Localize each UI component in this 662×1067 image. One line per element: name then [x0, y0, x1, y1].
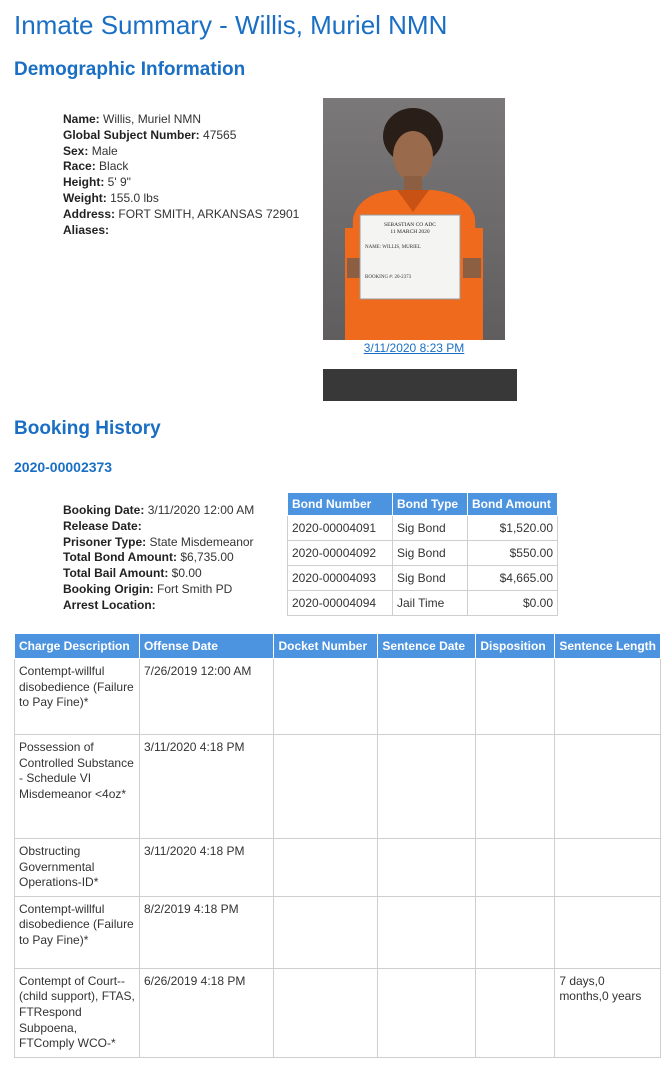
charge-row — [15, 659, 661, 735]
bond-row — [288, 541, 558, 566]
charge-disposition — [476, 896, 555, 968]
charge-sentence-date — [378, 896, 476, 968]
booking-info — [63, 503, 254, 614]
charge-docket-number — [274, 735, 378, 839]
charge-sentence-length — [555, 839, 661, 897]
demographic-info — [63, 112, 299, 238]
bond-header-number: Bond Number — [288, 493, 393, 516]
bond-amount: $4,665.00 — [468, 566, 558, 591]
redacted-bar — [323, 369, 517, 401]
charge-docket-number — [274, 968, 378, 1057]
field-height: Height: 5' 9" — [63, 175, 131, 190]
placard-booking: BOOKING #: 20-2373 — [365, 275, 412, 280]
placard-line2: 11 MARCH 2020 — [390, 229, 430, 235]
charge-header-sentence-length: Sentence Length — [555, 634, 661, 659]
charge-disposition — [476, 735, 555, 839]
bond-table — [287, 492, 558, 616]
charge-docket-number — [274, 896, 378, 968]
bond-number: 2020-00004094 — [288, 591, 393, 616]
charge-disposition — [476, 968, 555, 1057]
bond-number: 2020-00004091 — [288, 516, 393, 541]
bond-type: Sig Bond — [393, 566, 468, 591]
placard-name: NAME: WILLIS, MURIEL — [365, 245, 421, 250]
charge-description: Contempt-willful disobedience (Failure to Pay Fine)* — [15, 896, 140, 968]
field-name: Name: Willis, Muriel NMN — [63, 112, 202, 126]
field-arrest-location: Arrest Location: — [63, 597, 156, 612]
charge-sentence-date — [378, 839, 476, 897]
charge-header-description: Charge Description — [15, 634, 140, 659]
bond-amount: $0.00 — [468, 591, 558, 616]
charge-description: Contempt of Court--(child support), FTAS, FTRespond Subpoena, FTComply WCO-* — [15, 968, 140, 1057]
field-prisoner-type: Prisoner Type: State Misdemeanor — [63, 534, 254, 549]
charge-description: Possession of Controlled Substance - Schedule VI Misdemeanor <4oz* — [15, 735, 140, 839]
field-weight: Weight: 155.0 lbs — [63, 190, 159, 205]
field-aliases: Aliases: — [63, 222, 110, 237]
charge-sentence-date — [378, 968, 476, 1057]
field-total-bond-amount: Total Bond Amount: $6,735.00 — [63, 550, 234, 565]
charge-offense-date: 3/11/2020 4:18 PM — [139, 735, 274, 839]
field-release-date: Release Date: — [63, 518, 142, 533]
field-booking-date: Booking Date: 3/11/2020 12:00 AM — [63, 503, 255, 517]
charge-offense-date: 7/26/2019 12:00 AM — [139, 659, 274, 735]
placard-line1: SEBASTIAN CO ADC — [384, 222, 436, 228]
field-global-subject-number: Global Subject Number: 47565 — [63, 127, 237, 142]
charge-offense-date: 8/2/2019 4:18 PM — [139, 896, 274, 968]
charge-sentence-date — [378, 659, 476, 735]
charge-row — [15, 735, 661, 839]
charge-table-header — [15, 634, 661, 659]
bond-amount: $1,520.00 — [468, 516, 558, 541]
bond-row — [288, 591, 558, 616]
bond-type: Jail Time — [393, 591, 468, 616]
bond-header-type: Bond Type — [393, 493, 468, 516]
page-title: Inmate Summary - Willis, Muriel NMN — [14, 10, 448, 40]
charge-header-disposition: Disposition — [476, 634, 555, 659]
charge-table — [14, 633, 661, 1058]
charge-sentence-date — [378, 735, 476, 839]
demographic-heading: Demographic Information — [14, 59, 246, 80]
bond-number: 2020-00004093 — [288, 566, 393, 591]
charge-header-docket-number: Docket Number — [274, 634, 378, 659]
charge-offense-date: 6/26/2019 4:18 PM — [139, 968, 274, 1057]
field-sex: Sex: Male — [63, 143, 118, 158]
charge-offense-date: 3/11/2020 4:18 PM — [139, 839, 274, 897]
charge-sentence-length — [555, 896, 661, 968]
charge-disposition — [476, 659, 555, 735]
bond-table-header — [288, 493, 558, 516]
bond-header-amount: Bond Amount — [468, 493, 558, 516]
field-race: Race: Black — [63, 159, 129, 174]
bond-row — [288, 566, 558, 591]
charge-row — [15, 968, 661, 1057]
charge-docket-number — [274, 659, 378, 735]
charge-docket-number — [274, 839, 378, 897]
charge-sentence-length — [555, 659, 661, 735]
charge-row — [15, 839, 661, 897]
photo-date-link[interactable]: 3/11/2020 8:23 PM — [363, 341, 465, 355]
charge-header-offense-date: Offense Date — [139, 634, 274, 659]
charge-row — [15, 896, 661, 968]
charge-disposition — [476, 839, 555, 897]
charge-sentence-length: 7 days,0 months,0 years — [555, 968, 661, 1057]
mugshot-photo[interactable] — [323, 98, 505, 340]
mugshot-illustration — [323, 98, 505, 340]
field-address: Address: FORT SMITH, ARKANSAS 72901 — [63, 206, 300, 221]
field-total-bail-amount: Total Bail Amount: $0.00 — [63, 566, 202, 581]
charge-description: Obstructing Governmental Operations-ID* — [15, 839, 140, 897]
bond-row — [288, 516, 558, 541]
field-booking-origin: Booking Origin: Fort Smith PD — [63, 581, 233, 596]
bond-number: 2020-00004092 — [288, 541, 393, 566]
charge-description: Contempt-willful disobedience (Failure to Pay Fine)* — [15, 659, 140, 735]
bond-amount: $550.00 — [468, 541, 558, 566]
bond-type: Sig Bond — [393, 541, 468, 566]
booking-history-heading: Booking History — [14, 418, 161, 439]
charge-header-sentence-date: Sentence Date — [378, 634, 476, 659]
booking-number: 2020-00002373 — [14, 459, 113, 475]
bond-type: Sig Bond — [393, 516, 468, 541]
charge-sentence-length — [555, 735, 661, 839]
